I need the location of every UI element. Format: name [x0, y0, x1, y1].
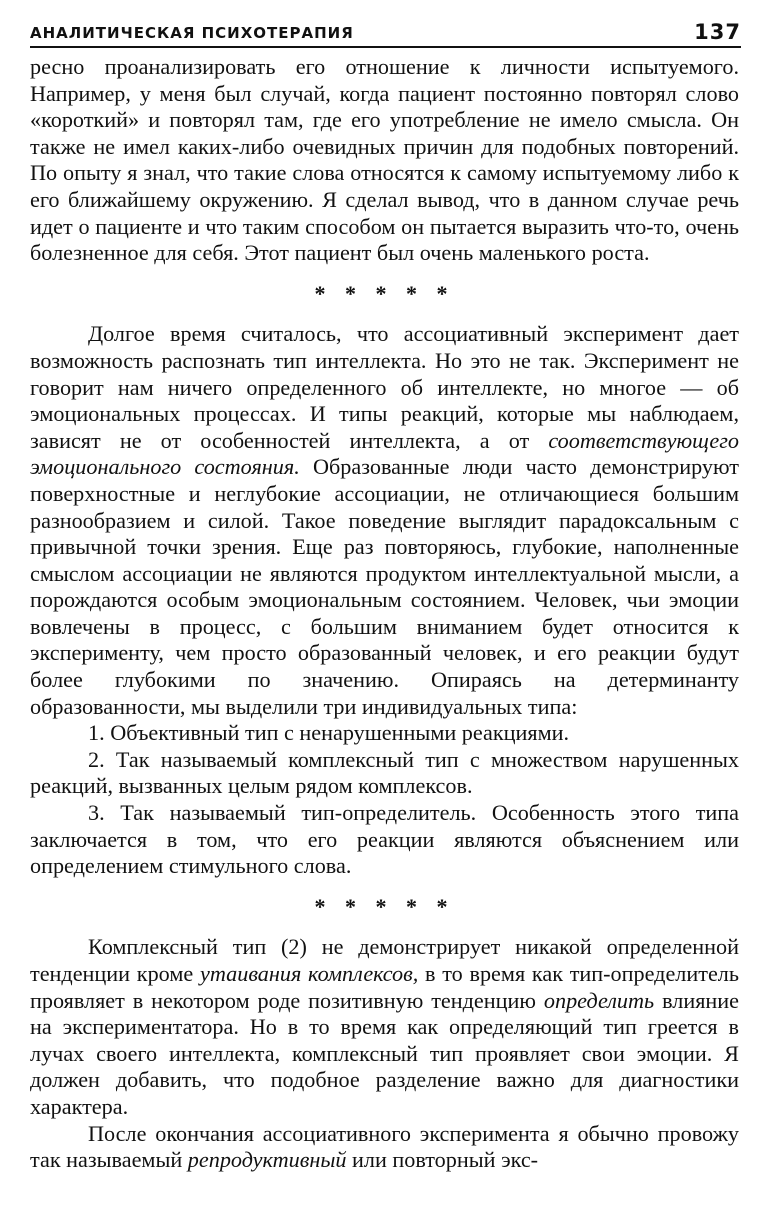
- paragraph-text: Комплексный тип (2) не демонстрирует никакой определенной тенденции кроме: [30, 934, 739, 986]
- paragraph-text: или повторный экс-: [346, 1147, 539, 1173]
- paragraph-text: Долгое время считалось, что ассоциативный эксперимент дает возможность распознать тип интеллекта. Но это не так. Эксперимент не говорит нам ничего определенного об интеллекте, но многое — об эмоциональных процессах. И типы реакций, которые мы наблюдаем, зависят не от особенностей интеллекта, а от: [30, 321, 739, 453]
- paragraph-text: После окончания ассоциативного эксперимента я обычно провожу так называемый: [30, 1120, 739, 1173]
- paragraph-complex-type: [30, 934, 739, 1120]
- list-item-3: 3. Так называемый тип-определитель. Особенность этого типа заключается в том, что его реакции являются объяснением или определением стимульного слова.: [30, 800, 739, 879]
- list-item-1: 1. Объективный тип с ненарушенными реакциями.: [88, 720, 570, 746]
- emphasis-text: соответствующего эмоционального состояния.: [30, 427, 739, 480]
- emphasis-text: репродуктивный: [187, 1147, 347, 1173]
- emphasis-text: утаивания комплексов,: [199, 961, 419, 986]
- emphasis-text: определить: [543, 987, 655, 1013]
- running-header: [30, 14, 741, 48]
- paragraph-association-experiment: [30, 321, 739, 720]
- paragraph-continued: ресно проанализировать его отношение к личности испытуемого. Например, у меня был случай, когда пациент постоянно повторял слово «короткий» и повторял там, где его употребление не имело смысла. Он также не имел каких-либо очевидных причин для подобных повторений. По опыту я знал, что такие слова относятся к самому испытуемому либо к его ближайшему окружению. Я сделал вывод, что в данном случае речь идет о пациенте и что таким способом он пытается выразить что-то, очень болезненное для себя. Этот пациент был очень маленького роста.: [30, 54, 739, 266]
- paragraph-text: в то время как тип-определитель проявляет в некотором роде позитивную тенденцию: [30, 961, 739, 1013]
- section-separator: * * * * *: [314, 280, 455, 306]
- section-separator: * * * * *: [314, 893, 455, 919]
- paragraph-text: влияние на экспериментатора. Но в то время как определяющий тип греется в лучах своего интеллекта, комплексный тип проявляет свои эмоции. Я должен добавить, что подобное разделение важно для диагностики характера.: [30, 987, 739, 1119]
- paragraph-text: Образованные люди часто демонстрируют поверхностные и неглубокие ассоциации, не отличающиеся большим разнообразием и силой. Такое поведение выглядит парадоксальным с привычной точки зрения. Еще раз повторяюсь, глубокие, наполненные смыслом ассоциации не являются продуктом интеллектуальной мысли, а порождаются особым эмоциональным состоянием. Человек, чьи эмоции вовлечены в процесс, с большим вниманием будет относится к эксперименту, чем просто образованный человек, и его реакции будут более глубокими по значению. Опираясь на детерминанту образованности, мы выделили три индивидуальных типа:: [30, 454, 740, 719]
- page-number: 137: [694, 20, 741, 44]
- paragraph-reproductive: [30, 1121, 739, 1174]
- list-item-2: 2. Так называемый комплексный тип с множеством нарушенных реакций, вызванных целым рядом комплексов.: [30, 746, 739, 799]
- body-text: [30, 54, 739, 1174]
- running-title: АНАЛИТИЧЕСКАЯ ПСИХОТЕРАПИЯ: [30, 24, 354, 42]
